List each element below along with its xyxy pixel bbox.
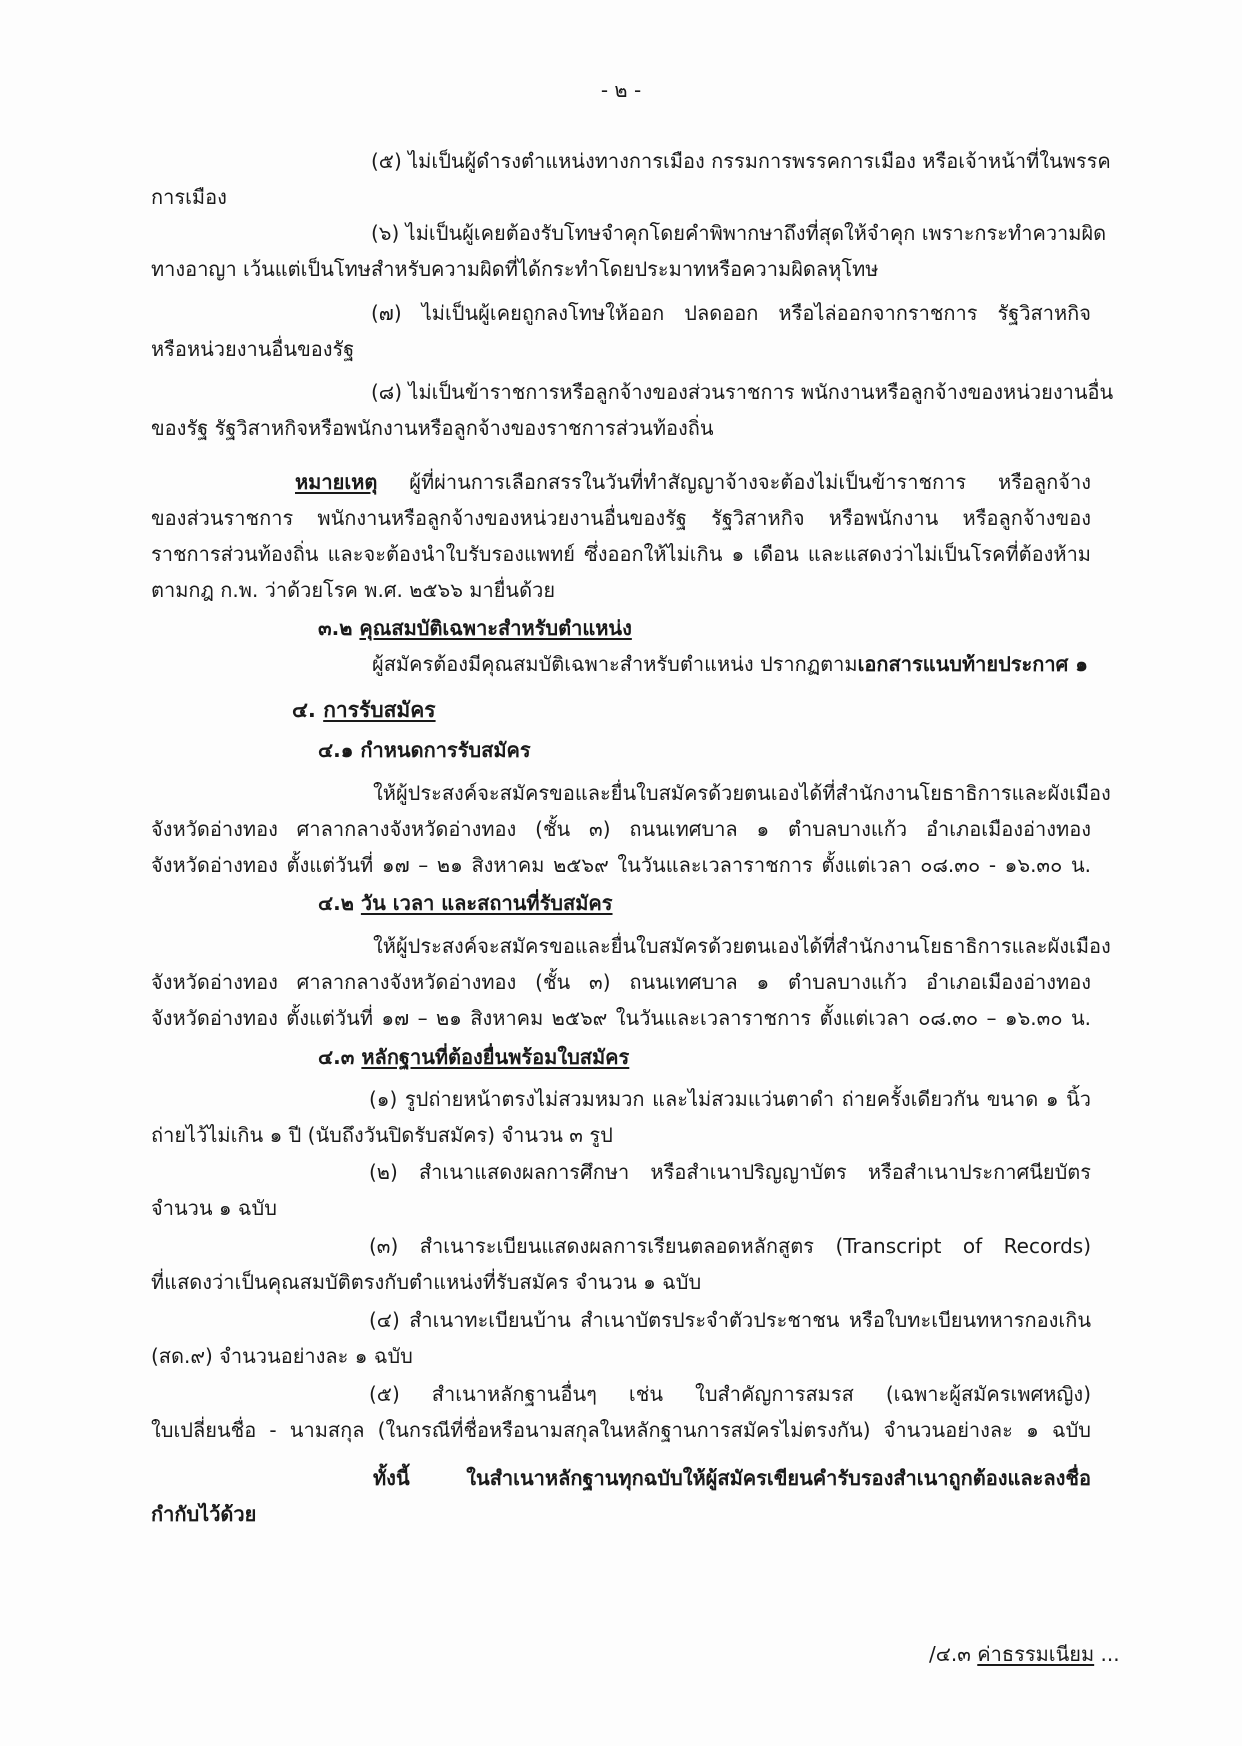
qualification-num: (๖) <box>371 221 400 245</box>
qualification-item-7-line2: หรือหน่วยงานอื่นของรัฐ <box>151 337 355 361</box>
qualification-item-6-line1 <box>151 219 1107 247</box>
closing-line2: กำกับไว้ด้วย <box>151 1502 257 1526</box>
section-3-2-body <box>372 650 1088 678</box>
section-text: ให้ผู้ประสงค์จะสมัครขอและยื่นใบสมัครด้วยตนเองได้ที่สำนักงานโยธาธิการและผังเมือง <box>373 934 1111 958</box>
page-number: - ๒ - <box>600 78 642 102</box>
qualification-num: (๕) <box>371 149 402 173</box>
note-line1 <box>151 468 1091 496</box>
next-page-reference <box>929 1640 1120 1668</box>
item-num: (๒) <box>369 1160 398 1184</box>
section-4-2-line2: จังหวัดอ่างทอง ศาลากลางจังหวัดอ่างทอง (ชั้น ๓) ถนนเทศบาล ๑ ตำบลบางแก้ว อำเภอเมืองอ่างทอง <box>151 970 1091 994</box>
footer-prefix: /๔.๓ <box>929 1642 978 1666</box>
section-number: ๔.๒ <box>318 891 354 915</box>
section-4-3-heading <box>318 1043 629 1071</box>
section-4-2-line1 <box>151 932 1111 960</box>
section-text: ให้ผู้ประสงค์จะสมัครขอและยื่นใบสมัครด้วยตนเองได้ที่สำนักงานโยธาธิการและผังเมือง <box>373 781 1111 805</box>
closing-line1 <box>151 1464 1091 1492</box>
section-title: การรับสมัคร <box>323 698 436 722</box>
qualification-text: ไม่เป็นผู้เคยถูกลงโทษให้ออก ปลดออก หรือไล่ออกจากราชการ รัฐวิสาหกิจ <box>421 301 1092 325</box>
qualification-item-5-line1 <box>151 147 1111 175</box>
item-text: สำเนาหลักฐานอื่นๆ เช่น ใบสำคัญการสมรส (เฉพาะผู้สมัครเพศหญิง) <box>431 1382 1091 1406</box>
section-4-heading <box>292 696 436 724</box>
qualification-item-5-line2: การเมือง <box>151 185 227 209</box>
section-3-2-heading <box>318 614 632 642</box>
footer-suffix: ... <box>1094 1642 1120 1666</box>
document-item-5-line2: ใบเปลี่ยนชื่อ - นามสกุล (ในกรณีที่ชื่อหรือนามสกุลในหลักฐานการสมัครไม่ตรงกัน) จำนวนอย่างละ ๑ ฉบับ <box>151 1418 1091 1442</box>
section-4-1-line2: จังหวัดอ่างทอง ศาลากลางจังหวัดอ่างทอง (ชั้น ๓) ถนนเทศบาล ๑ ตำบลบางแก้ว อำเภอเมืองอ่างทอง <box>151 817 1091 841</box>
section-number: ๔.๑ <box>318 738 354 762</box>
note-line2: ของส่วนราชการ พนักงานหรือลูกจ้างของหน่วยงานอื่นของรัฐ รัฐวิสาหกิจ หรือพนักงาน หรือลูกจ้างของ <box>151 506 1091 530</box>
document-item-4-line2: (สด.๙) จำนวนอย่างละ ๑ ฉบับ <box>151 1344 413 1368</box>
section-4-1-line3: จังหวัดอ่างทอง ตั้งแต่วันที่ ๑๗ – ๒๑ สิงหาคม ๒๕๖๙ ในวันและเวลาราชการ ตั้งแต่เวลา ๐๘.๓๐ - ๑๖.๓๐ น. <box>151 853 1091 877</box>
section-title: กำหนดการรับสมัคร <box>360 738 531 762</box>
qualification-item-8-line1 <box>151 378 1114 406</box>
note-line3: ราชการส่วนท้องถิ่น และจะต้องนำใบรับรองแพทย์ ซึ่งออกให้ไม่เกิน ๑ เดือน และแสดงว่าไม่เป็นโรคที่ต้องห้าม <box>151 542 1091 566</box>
qualification-num: (๗) <box>371 301 402 325</box>
document-item-1-line1 <box>151 1085 1091 1113</box>
section-4-2-line3: จังหวัดอ่างทอง ตั้งแต่วันที่ ๑๗ – ๒๑ สิงหาคม ๒๕๖๙ ในวันและเวลาราชการ ตั้งแต่เวลา ๐๘.๓๐ – ๑๖.๓๐ น. <box>151 1006 1091 1030</box>
section-4-1-line1 <box>151 779 1111 807</box>
section-4-1-heading <box>318 736 531 764</box>
section-number: ๔. <box>292 698 316 722</box>
section-body-text: ผู้สมัครต้องมีคุณสมบัติเฉพาะสำหรับตำแหน่ง ปรากฏตาม <box>372 652 858 676</box>
qualification-text: ไม่เป็นข้าราชการหรือลูกจ้างของส่วนราชการ พนักงานหรือลูกจ้างของหน่วยงานอื่น <box>408 380 1114 404</box>
item-num: (๕) <box>369 1382 400 1406</box>
item-num: (๔) <box>369 1308 400 1332</box>
section-number: ๓.๒ <box>318 616 353 640</box>
document-item-3-line2: ที่แสดงว่าเป็นคุณสมบัติตรงกับตำแหน่งที่รับสมัคร จำนวน ๑ ฉบับ <box>151 1270 702 1294</box>
document-item-2-line1 <box>151 1158 1091 1186</box>
section-4-2-heading <box>318 889 613 917</box>
item-num: (๑) <box>369 1087 398 1111</box>
document-item-3-line1 <box>151 1232 1091 1260</box>
qualification-num: (๘) <box>371 380 403 404</box>
footer-link: ค่าธรรมเนียม <box>977 1642 1095 1666</box>
document-item-2-line2: จำนวน ๑ ฉบับ <box>151 1196 277 1220</box>
document-item-4-line1 <box>151 1306 1091 1334</box>
item-text: สำเนาแสดงผลการศึกษา หรือสำเนาปริญญาบัตร หรือสำเนาประกาศนียบัตร <box>418 1160 1091 1184</box>
item-text: สำเนาระเบียนแสดงผลการเรียนตลอดหลักสูตร (Transcript of Records) <box>419 1234 1091 1258</box>
section-title: วัน เวลา และสถานที่รับสมัคร <box>360 891 613 915</box>
qualification-item-6-line2: ทางอาญา เว้นแต่เป็นโทษสำหรับความผิดที่ได้กระทำโดยประมาทหรือความผิดลหุโทษ <box>151 257 879 281</box>
section-title: หลักฐานที่ต้องยื่นพร้อมใบสมัคร <box>361 1045 630 1069</box>
note-line4: ตามกฎ ก.พ. ว่าด้วยโรค พ.ศ. ๒๕๖๖ มายื่นด้วย <box>151 578 556 602</box>
document-item-5-line1 <box>151 1380 1091 1408</box>
attachment-reference: เอกสารแนบท้ายประกาศ ๑ <box>857 652 1088 676</box>
qualification-item-7-line1 <box>151 299 1091 327</box>
section-number: ๔.๓ <box>318 1045 355 1069</box>
item-num: (๓) <box>369 1234 399 1258</box>
qualification-text: ไม่เป็นผู้เคยต้องรับโทษจำคุกโดยคำพิพากษาถึงที่สุดให้จำคุก เพราะกระทำความผิด <box>405 221 1107 245</box>
closing-text: ทั้งนี้ ในสำเนาหลักฐานทุกฉบับให้ผู้สมัครเขียนคำรับรองสำเนาถูกต้องและลงชื่อ <box>373 1466 1091 1490</box>
qualification-text: ไม่เป็นผู้ดำรงตำแหน่งทางการเมือง กรรมการพรรคการเมือง หรือเจ้าหน้าที่ในพรรค <box>408 149 1111 173</box>
document-item-1-line2: ถ่ายไว้ไม่เกิน ๑ ปี (นับถึงวันปิดรับสมัคร) จำนวน ๓ รูป <box>151 1123 613 1147</box>
item-text: สำเนาทะเบียนบ้าน สำเนาบัตรประจำตัวประชาชน หรือใบทะเบียนทหารกองเกิน <box>409 1308 1091 1332</box>
note-label: หมายเหตุ <box>295 470 378 494</box>
section-title: คุณสมบัติเฉพาะสำหรับตำแหน่ง <box>359 616 632 640</box>
note-text: ผู้ที่ผ่านการเลือกสรรในวันที่ทำสัญญาจ้างจะต้องไม่เป็นข้าราชการ หรือลูกจ้าง <box>409 470 1092 494</box>
qualification-item-8-line2: ของรัฐ รัฐวิสาหกิจหรือพนักงานหรือลูกจ้างของราชการส่วนท้องถิ่น <box>151 416 714 440</box>
item-text: รูปถ่ายหน้าตรงไม่สวมหมวก และไม่สวมแว่นตาดำ ถ่ายครั้งเดียวกัน ขนาด ๑ นิ้ว <box>404 1087 1092 1111</box>
